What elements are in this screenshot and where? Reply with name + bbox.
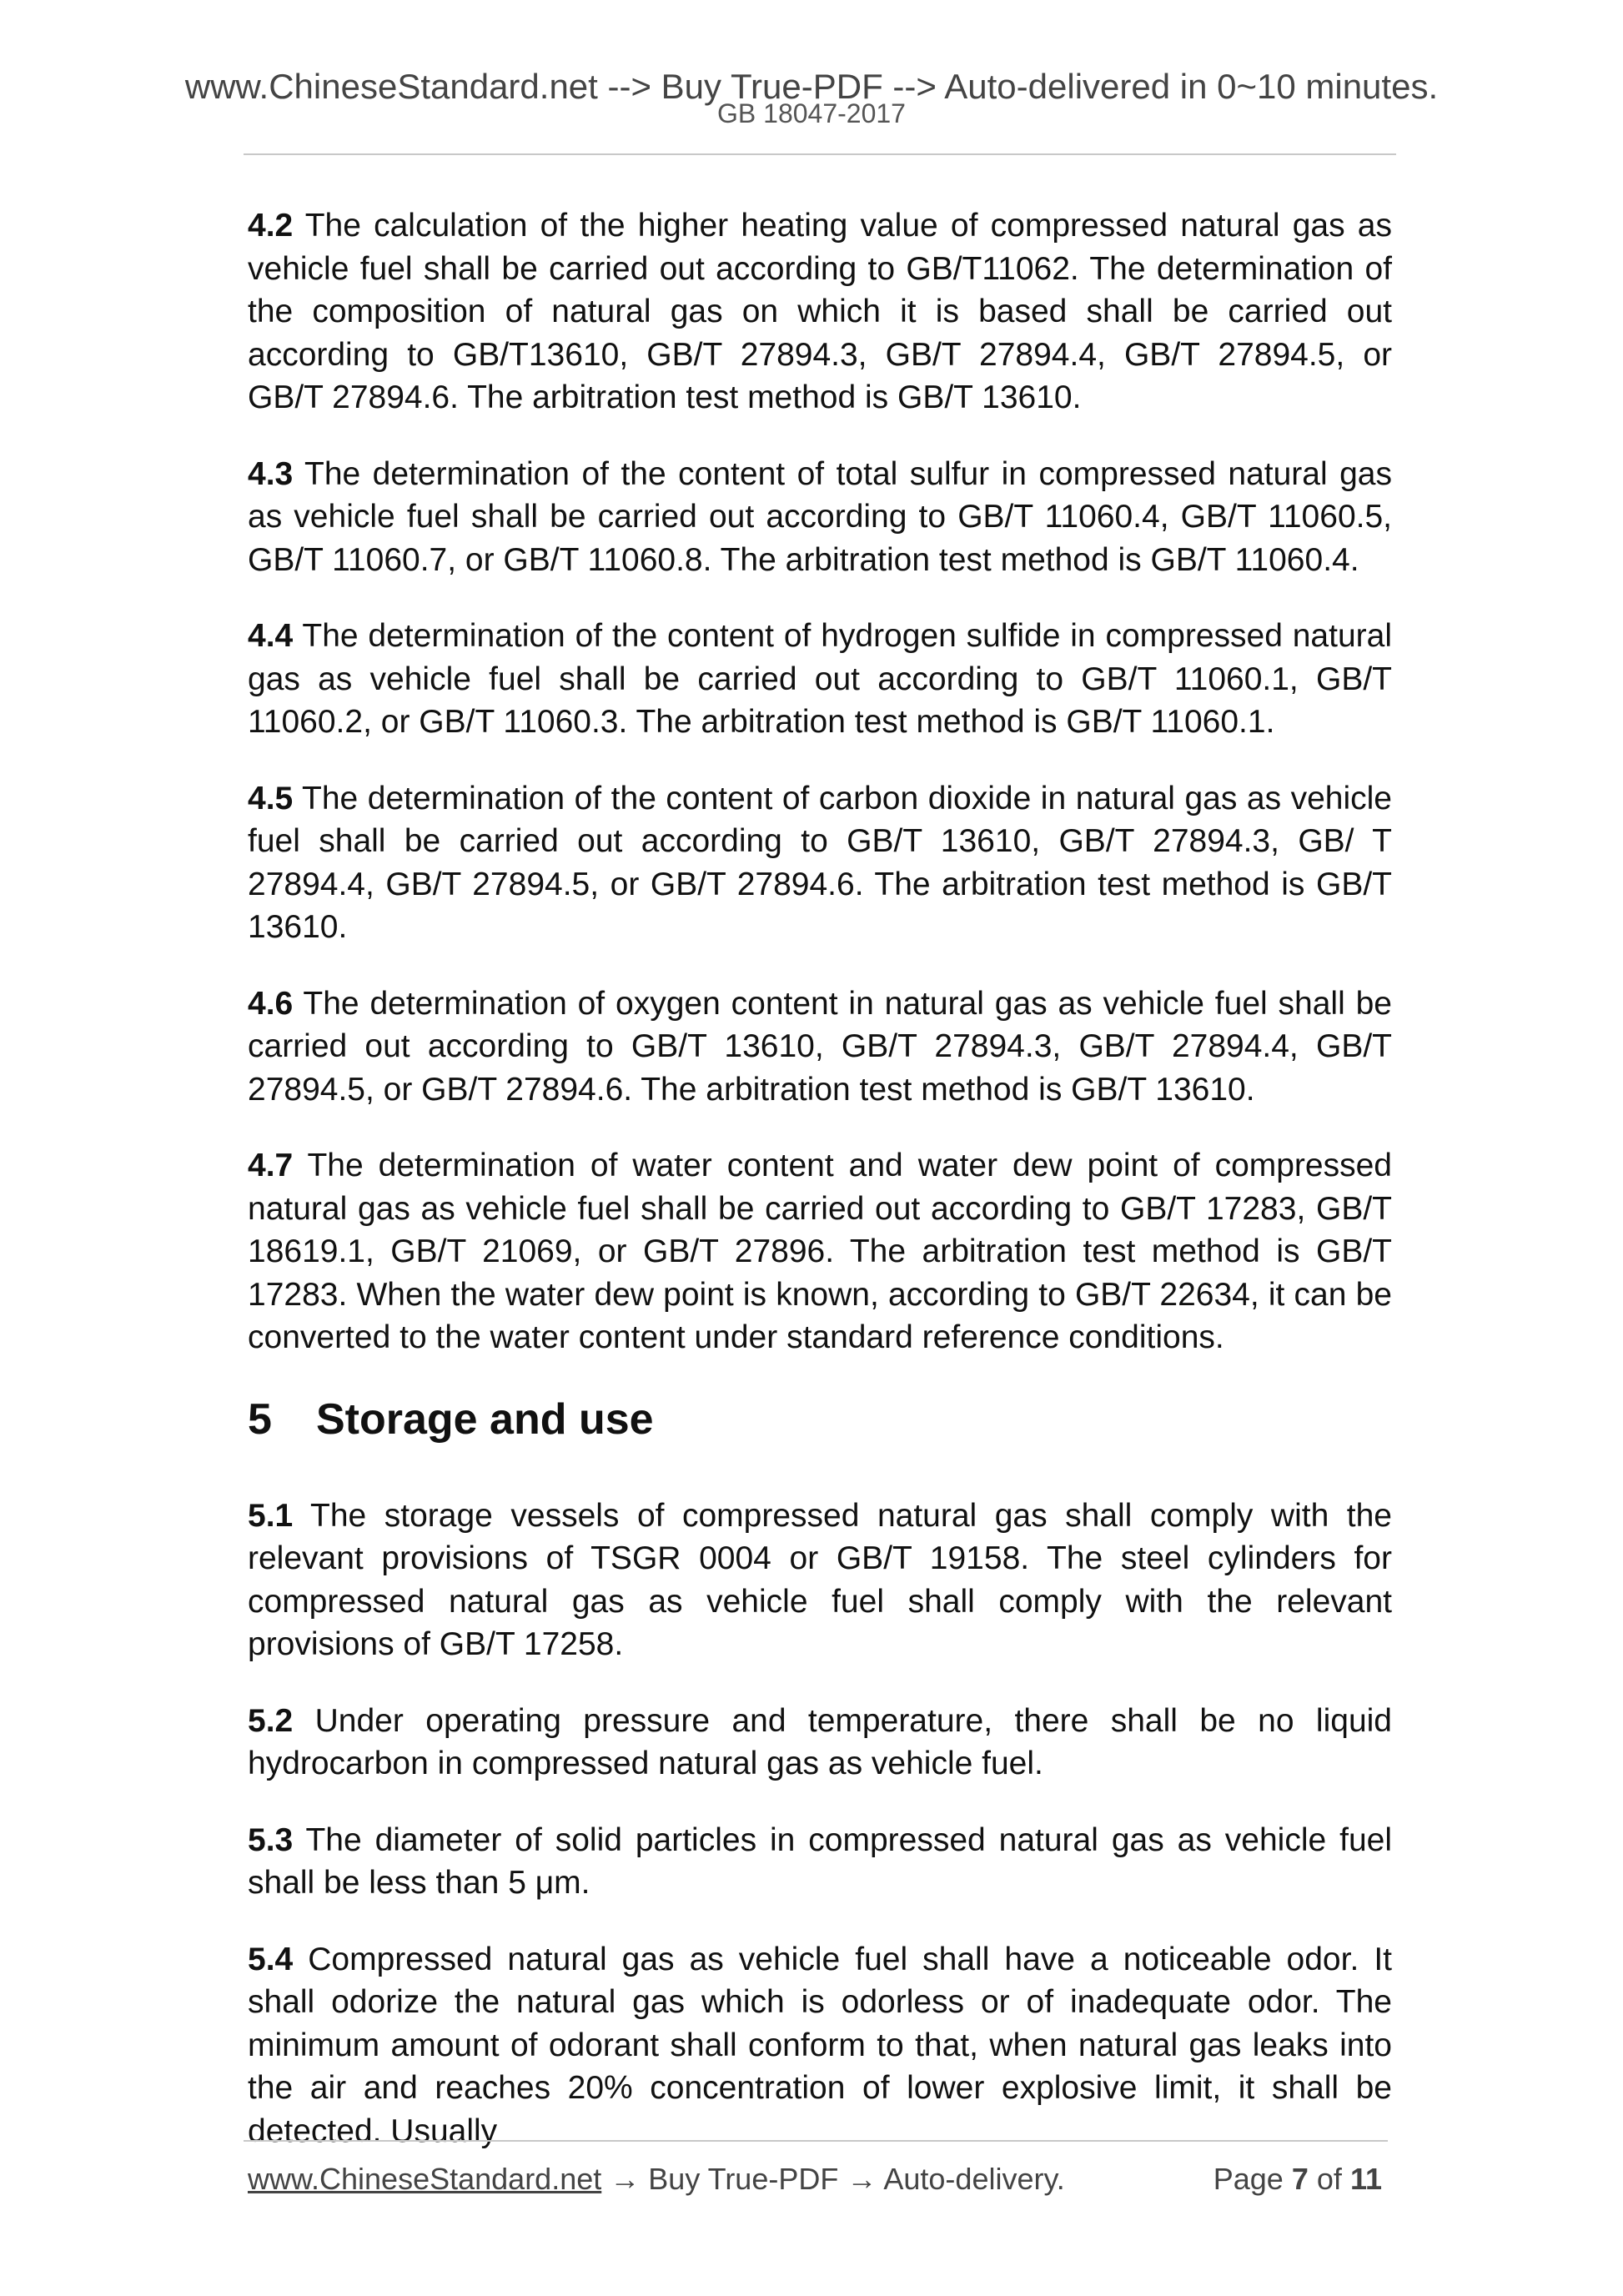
clause-number: 4.5	[248, 780, 294, 816]
clause-4-6	[248, 982, 1392, 1112]
clause-text: The diameter of solid particles in compressed natural gas as vehicle fuel shall be less than 5 μm.	[248, 1821, 1392, 1901]
clause-number: 4.2	[248, 208, 294, 244]
clause-5-4	[248, 1938, 1392, 2153]
page-indicator	[1213, 2162, 1382, 2197]
document-code: GB 18047-2017	[717, 98, 906, 128]
clause-text: The storage vessels of compressed natural gas shall comply with the relevant provisions of TSGR 0004 or GB/T 19158. The steel cylinders for compressed natural gas as vehicle fuel shall comply with the relevant provisions of GB/T 17258.	[248, 1497, 1392, 1662]
header-divider	[244, 153, 1396, 155]
clause-5-3	[248, 1819, 1392, 1905]
footer-divider	[244, 2140, 1388, 2142]
section-number: 5	[248, 1394, 272, 1444]
clause-5-2	[248, 1700, 1392, 1786]
clause-number: 5.2	[248, 1702, 294, 1739]
clause-5-1	[248, 1495, 1392, 1666]
clause-number: 5.4	[248, 1941, 294, 1977]
page-current: 7	[1291, 2162, 1309, 2196]
header-banner: www.ChineseStandard.net --> Buy True-PDF --> Auto-delivered in 0~10 minutes.	[184, 67, 1439, 106]
footer-left	[248, 2162, 1065, 2197]
page-of: of	[1316, 2162, 1342, 2196]
page-content	[248, 204, 1392, 2186]
clause-text: The determination of the content of hydrogen sulfide in compressed natural gas as vehicle fuel shall be carried out according to GB/T 11060.1, GB/T 11060.2, or GB/T 11060.3. The arbitration test method is GB/T 11060.1.	[248, 618, 1392, 740]
clause-text: The determination of oxygen content in natural gas as vehicle fuel shall be carried out according to GB/T 13610, GB/T 27894.3, GB/T 27894.4, GB/T 27894.5, or GB/T 27894.6. The arbitration test method is GB/T 13610.	[248, 985, 1392, 1108]
clause-number: 4.7	[248, 1148, 294, 1183]
clause-text: The determination of the content of carbon dioxide in natural gas as vehicle fuel shall be carried out according to GB/T 13610, GB/T 27894.3, GB/ T 27894.4, GB/T 27894.5, or GB/T 27894.6. The arbitration test method is GB/T 13610.	[248, 780, 1392, 945]
footer-delivery-text: Auto-delivery.	[883, 2162, 1065, 2196]
clause-text: The determination of the content of total sulfur in compressed natural gas as vehicle fuel shall be carried out according to GB/T 11060.4, GB/T 11060.5, GB/T 11060.7, or GB/T 11060.8. The arbitration test method is GB/T 11060.4.	[248, 455, 1392, 578]
clause-number: 4.3	[248, 455, 294, 492]
section-title: Storage and use	[316, 1394, 654, 1444]
clause-number: 4.6	[248, 985, 294, 1022]
footer-site-link[interactable]: www.ChineseStandard.net	[248, 2162, 602, 2196]
clause-number: 4.4	[248, 618, 294, 654]
page-total: 11	[1349, 2162, 1382, 2196]
arrow-right-icon: →	[847, 2162, 877, 2196]
clause-text: The determination of water content and water dew point of compressed natural gas as vehicle fuel shall be carried out according to GB/T 17283, GB/T 18619.1, GB/T 21069, or GB/T 27896. The arbitration test method is GB/T 17283. When the water dew point is known, according to GB/T 22634, it can be converted to the water content under standard reference conditions.	[248, 1148, 1392, 1355]
clause-4-5	[248, 777, 1392, 949]
clause-4-2	[248, 204, 1392, 420]
arrow-right-icon: →	[610, 2162, 641, 2196]
footer-buy-text: Buy True-PDF	[648, 2162, 839, 2196]
clause-text: Under operating pressure and temperature, there shall be no liquid hydrocarbon in compressed natural gas as vehicle fuel.	[248, 1702, 1392, 1781]
section-heading-5	[248, 1394, 1392, 1444]
clause-number: 5.1	[248, 1497, 294, 1534]
clause-text: The calculation of the higher heating value of compressed natural gas as vehicle fuel shall be carried out according to GB/T11062. The determination of the composition of natural gas on which it is based shall be carried out according to GB/T13610, GB/T 27894.3, GB/T 27894.4, GB/T 27894.5, or GB/T 27894.6. The arbitration test method is GB/T 13610.	[248, 208, 1392, 415]
clause-4-4	[248, 615, 1392, 744]
clause-number: 5.3	[248, 1821, 294, 1858]
clause-4-7	[248, 1144, 1392, 1359]
clause-4-3	[248, 453, 1392, 582]
clause-text: Compressed natural gas as vehicle fuel shall have a noticeable odor. It shall odorize the natural gas which is odorless or of inadequate odor. The minimum amount of odorant shall conform to that, when natural gas leaks into the air and reaches 20% concentration of lower explosive limit, it shall be detected. Usually	[248, 1941, 1393, 2149]
page-label: Page	[1213, 2162, 1284, 2196]
